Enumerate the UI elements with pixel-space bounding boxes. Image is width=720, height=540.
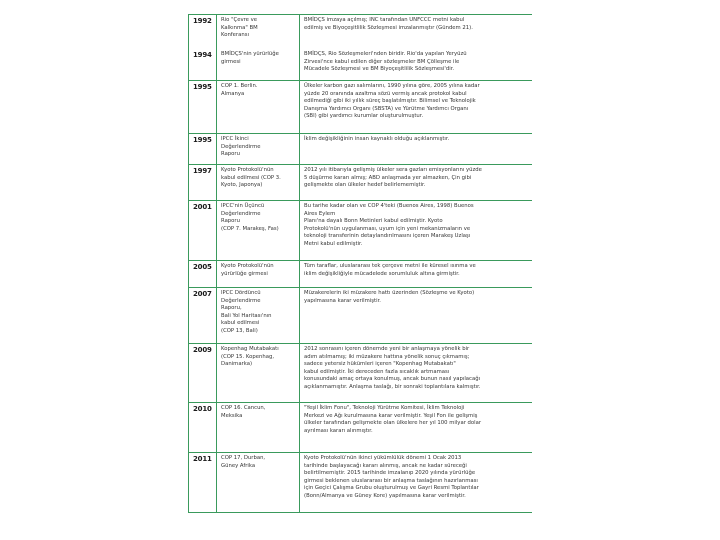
year-cell: 2011: [189, 453, 217, 512]
description-line: edilmiş ve Biyoçeşitlilik Sözleşmesi imzalanmıştır (Gündem 21).: [304, 24, 473, 31]
event-line: (COP 15. Kopenhag,: [221, 353, 274, 360]
description-line: (Bonn/Almanya ve Güney Kore) yapılmasına karar verilmiştir.: [304, 492, 466, 499]
table-row: [189, 81, 532, 134]
description-line: Ülkeler karbon gazı salımlarını, 1990 yılına göre, 2005 yılına kadar: [304, 83, 480, 89]
description-line: "Yeşil İklim Fonu", Teknoloji Yürütme Komitesi, İklim Teknoloji: [304, 405, 465, 411]
description-line: Tüm taraflar, uluslararası tek çerçeve metni ile küresel ısınma ve: [304, 263, 476, 269]
description-cell: [300, 49, 532, 80]
description-line: iklim değişikliğiyle mücadelede sorumluluk altına girmiştir.: [304, 270, 460, 277]
event-line: Kalkınma" BM: [221, 24, 258, 31]
description-line: (SBI) gibi yardımcı kurumlar oluşturulmuştur.: [304, 113, 424, 120]
description-line: sadece yetersiz hükümleri içeren "Kopenhag Mutabakatı": [304, 361, 456, 368]
description-line: Zirvesi'nce kabul edilen diğer sözleşmeler BM Çölleşme ile: [304, 58, 460, 65]
event-line: Konferansı: [221, 32, 249, 39]
event-cell: [217, 453, 300, 512]
event-line: Meksika: [221, 412, 243, 419]
event-line: COP 1. Berlin.: [221, 83, 258, 89]
event-line: IPCC İkinci: [221, 136, 249, 142]
event-cell: [217, 344, 300, 402]
year-cell: 2005: [189, 261, 217, 287]
description-line: Danışma Yardımcı Organı (SBSTA) ve Yürütme Yardımcı Organı: [304, 105, 469, 112]
description-line: Merkezi ve Ağı kurulmasına karar verilmiştir. Yeşil Fon ile gelişmiş: [304, 412, 478, 419]
event-line: Raporu: [221, 151, 240, 158]
event-line: (COP 7. Marakeş, Fas): [221, 225, 279, 232]
description-cell: [300, 344, 532, 402]
event-cell: [217, 288, 300, 343]
table-row: [189, 403, 532, 453]
table-row: [189, 344, 532, 403]
description-line: açıklanmamıştır. Anlaşma taslağı, bir sonraki toplantılara kalmıştır.: [304, 383, 481, 390]
event-line: Güney Afrika: [221, 462, 256, 469]
description-line: kabul edilmiştir. İki dereceden fazla sıcaklık artmaması: [304, 368, 450, 375]
table-row: [189, 165, 532, 201]
event-line: Almanya: [221, 90, 245, 97]
event-line: COP 17, Durban,: [221, 455, 266, 461]
description-line: yüzde 20 oranında azaltma sözü vermiş ancak protokol kabul: [304, 90, 467, 97]
description-line: Mücadele Sözleşmesi ve BM Biyoçeşitlilik Sözleşmesi'dir.: [304, 66, 455, 73]
table-row: [189, 15, 532, 49]
year-cell: 1992: [189, 15, 217, 49]
year-cell: 1995: [189, 81, 217, 133]
event-line: Kopenhag Mutabakatı: [221, 346, 279, 352]
year-cell: 2007: [189, 288, 217, 343]
event-line: Kyoto, Japonya): [221, 182, 263, 189]
year-cell: 1994: [189, 49, 217, 80]
description-line: BMİDÇS imzaya açılmış; INC tarafından UNFCCC metni kabul: [304, 17, 465, 23]
event-line: Değerlendirme: [221, 297, 261, 304]
year-cell: 1997: [189, 165, 217, 200]
table-row: [189, 201, 532, 261]
description-line: yapılmasına karar verilmiştir.: [304, 297, 381, 304]
event-cell: [217, 49, 300, 80]
year-cell: 2010: [189, 403, 217, 452]
description-line: girmesi beklenen uluslararası bir anlaşma taslağının hazırlanması: [304, 477, 478, 484]
description-cell: [300, 403, 532, 452]
description-cell: [300, 15, 532, 49]
event-line: (COP 13, Bali): [221, 327, 258, 334]
event-line: Raporu,: [221, 305, 242, 312]
table-row: [189, 288, 532, 344]
description-line: Protokolü'nün uygulanması, uyum için yeni mekanizmaların ve: [304, 225, 471, 232]
event-line: Bali Yol Haritası'nın: [221, 312, 272, 319]
event-line: Kyoto Protokolü'nün: [221, 263, 274, 269]
description-line: Müzakerelerin iki müzakere hattı üzerinden (Sözleşme ve Kyoto): [304, 290, 475, 296]
year-cell: 2001: [189, 201, 217, 260]
event-line: Değerlendirme: [221, 143, 261, 150]
event-cell: [217, 134, 300, 164]
description-line: ülkeler tarafından gelişmekte olan ülkelere her yıl 100 milyar dolar: [304, 420, 482, 427]
event-line: COP 16. Cancun,: [221, 405, 266, 411]
event-line: Raporu: [221, 218, 240, 225]
table-row: [189, 261, 532, 288]
event-cell: [217, 201, 300, 260]
description-cell: [300, 201, 532, 260]
year-cell: 2009: [189, 344, 217, 402]
description-line: Metni kabul edilmiştir.: [304, 240, 363, 247]
event-line: Rio "Çevre ve: [221, 17, 258, 23]
table-row: [189, 134, 532, 165]
event-cell: [217, 165, 300, 200]
event-line: BMİDÇS'nin yürürlüğe: [221, 51, 279, 57]
description-line: İklim değişikliğinin insan kaynaklı olduğu açıklanmıştır.: [304, 136, 450, 142]
event-line: yürürlüğe girmesi: [221, 270, 268, 277]
description-line: belirtilmemiştir. 2015 tarihinde imzalanıp 2020 yılında yürürlüğe: [304, 470, 476, 477]
description-line: ayrılması kararı alınmıştır.: [304, 427, 373, 434]
event-line: Kyoto Protokolü'nün: [221, 167, 274, 173]
event-line: Değerlendirme: [221, 210, 261, 217]
event-cell: [217, 81, 300, 133]
description-line: Aires Eylem: [304, 210, 336, 217]
event-cell: [217, 261, 300, 287]
description-line: teknoloji transferinin detaylandırılmasını içeren Marakeş Uzlaşı: [304, 233, 471, 240]
description-cell: [300, 81, 532, 133]
description-cell: [300, 288, 532, 343]
year-cell: 1995: [189, 134, 217, 164]
event-line: kabul edilmesi: [221, 320, 260, 327]
description-cell: [300, 134, 532, 164]
description-line: BMİDÇS, Rio Sözleşmeleri'nden biridir. Rio'da yapılan Yeryüzü: [304, 51, 467, 57]
description-line: edilmediği gibi iki yıllık süreç başlatılmıştır. Bilimsel ve Teknolojik: [304, 98, 476, 105]
event-line: IPCC Dördüncü: [221, 290, 261, 296]
description-cell: [300, 453, 532, 512]
event-line: kabul edilmesi (COP 3.: [221, 174, 281, 181]
description-line: için Geçici Çalışma Grubu oluşturulmuş ve Gayri Resmi Toplantılar: [304, 485, 479, 492]
description-cell: [300, 165, 532, 200]
description-cell: [300, 261, 532, 287]
description-line: 2012 sonrasını içeren dönemde yeni bir anlaşmaya yönelik bir: [304, 346, 470, 352]
description-line: 5 düşürme kararı almış; ABD anlaşmada yer almazken, Çin gibi: [304, 174, 472, 181]
description-line: adım atılmamış; iki müzakere hattına yönelik sonuç çıkmamış;: [304, 353, 470, 360]
description-line: Planı'na dayalı Bonn Metinleri kabul edilmiştir. Kyoto: [304, 218, 443, 225]
event-line: Danimarka): [221, 361, 253, 368]
event-cell: [217, 15, 300, 49]
event-line: girmesi: [221, 58, 241, 65]
description-line: tarihinde başlayacağı kararı alınmış, ancak ne kadar süreceği: [304, 462, 467, 469]
description-line: gelişmekte olan ülkeler hedef belirlememiştir.: [304, 182, 426, 189]
event-line: IPCC'nin Üçüncü: [221, 203, 265, 209]
table-row: [189, 49, 532, 81]
description-line: Bu tarihe kadar olan ve COP 4'teki (Buenos Aires, 1998) Buenos: [304, 203, 474, 209]
description-line: Kyoto Protokolü'nün ikinci yükümlülük dönemi 1 Ocak 2013: [304, 455, 462, 461]
description-line: konusundaki amaç ortaya konulmuş, ancak bunun nasıl yapılacağı: [304, 376, 481, 383]
description-line: 2012 yılı itibarıyla gelişmiş ülkeler sera gazları emisyonlarını yüzde: [304, 167, 482, 173]
climate-timeline-table: [188, 14, 532, 513]
event-cell: [217, 403, 300, 452]
table-row: [189, 453, 532, 513]
